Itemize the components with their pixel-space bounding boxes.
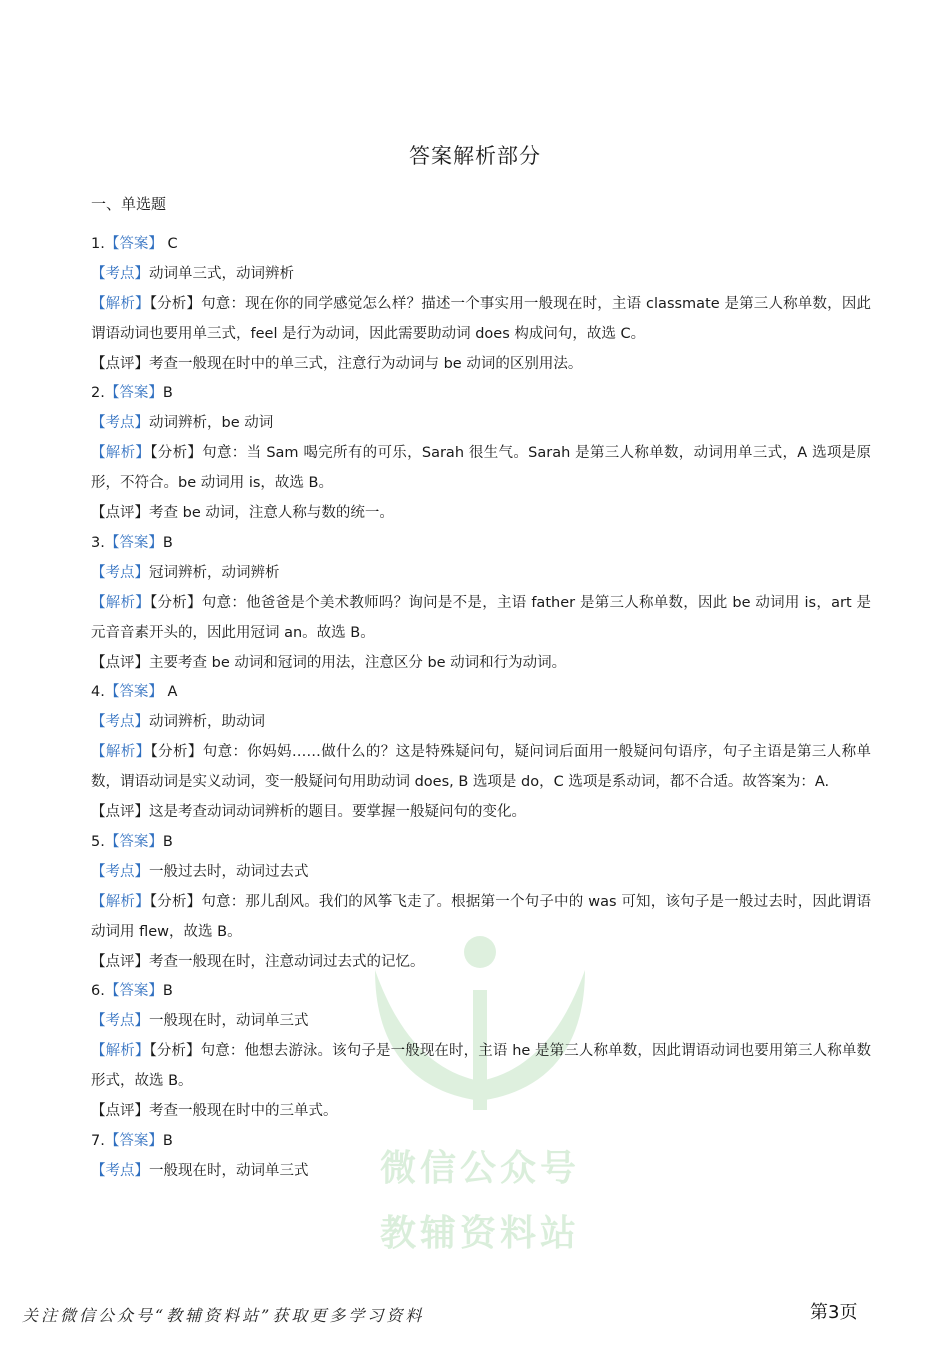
kaodian-tag: 【考点】: [91, 415, 149, 432]
kaodian-tag: 【考点】: [91, 714, 149, 731]
kaodian-line-3: 【考点】冠词辨析，动词辨析: [91, 564, 280, 581]
answer-line-6: 6.【答案】B: [91, 983, 173, 1000]
watermark-text-2: 教辅资料站: [379, 1213, 580, 1254]
kaodian-tag: 【考点】: [91, 1013, 149, 1030]
kaodian-tag: 【考点】: [91, 265, 149, 282]
answer-value: A: [162, 684, 178, 701]
answer-line-4: 4.【答案】 A: [91, 684, 178, 701]
jiexi-tag: 【解析】: [91, 893, 150, 910]
answer-value: B: [162, 833, 173, 850]
section-heading: 一、单选题: [91, 195, 167, 213]
answer-tag: 【答案】: [104, 684, 163, 701]
answer-line-3: 3.【答案】B: [91, 534, 173, 551]
dianping-line-4: 【点评】这是考查动词动词辨析的题目。要掌握一般疑问句的变化。: [91, 804, 526, 821]
jiexi-para-5: 【解析】【分析】句意：那儿刮风。我们的风筝飞走了。根据第一个句子中的 was 可知，该句子是一般过去时，因此谓语动词用 flew，故选 B。: [91, 893, 872, 940]
kaodian-tag: 【考点】: [91, 564, 149, 581]
answer-line-7: 7.【答案】B: [91, 1132, 173, 1149]
jiexi-tag: 【解析】: [91, 295, 150, 312]
answer-tag: 【答案】: [104, 833, 163, 850]
answer-line-5: 5.【答案】B: [91, 833, 173, 850]
answer-value: B: [162, 983, 173, 1000]
answer-line-2: 2.【答案】B: [91, 385, 173, 402]
dianping-line-5: 【点评】考查一般现在时，注意动词过去式的记忆。: [91, 953, 425, 970]
page-number: 第3页: [810, 1302, 858, 1323]
dianping-line-1: 【点评】考查一般现在时中的单三式，注意行为动词与 be 动词的区别用法。: [91, 355, 583, 372]
answer-list: [91, 230, 871, 1187]
jiexi-para-6: 【解析】【分析】句意：他想去游泳。该句子是一般现在时，主语 he 是第三人称单数，因此谓语动词也要用第三人称单数形式，故选 B。: [91, 1043, 872, 1090]
dianping-line-3: 【点评】主要考查 be 动词和冠词的用法，注意区分 be 动词和行为动词。: [91, 654, 567, 671]
answer-tag: 【答案】: [104, 236, 163, 252]
answer-tag: 【答案】: [104, 534, 163, 551]
watermark-text-1: 微信公众号: [379, 1148, 580, 1189]
answer-value: B: [162, 385, 173, 402]
kaodian-line-6: 【考点】一般现在时，动词单三式: [91, 1013, 309, 1030]
answer-value: C: [162, 236, 178, 252]
jiexi-tag: 【解析】: [91, 594, 151, 611]
kaodian-line-1: 【考点】动词单三式，动词辨析: [91, 265, 294, 282]
jiexi-tag: 【解析】: [91, 744, 151, 761]
dianping-line-6: 【点评】考查一般现在时中的三单式。: [91, 1103, 338, 1120]
page-title: 答案解析部分: [409, 144, 541, 168]
kaodian-line-2: 【考点】动词辨析，be 动词: [91, 415, 274, 432]
jiexi-para-1: 【解析】【分析】句意：现在你的同学感觉怎么样？描述一个事实用一般现在时，主语 classmate 是第三人称单数，因此谓语动词也要用单三式，feel 是行为动词，因此需要助动词 does 构成问句，故选 C。: [91, 295, 871, 342]
kaodian-line-4: 【考点】动词辨析，助动词: [91, 714, 265, 731]
jiexi-para-2: 【解析】【分析】句意：当 Sam 喝完所有的可乐，Sarah 很生气。Sarah 是第三人称单数，动词用单三式，A 选项是原形，不符合。be 动词用 is，故选 B。: [91, 445, 871, 492]
jiexi-tag: 【解析】: [91, 1043, 150, 1060]
jiexi-tag: 【解析】: [91, 445, 151, 462]
kaodian-tag: 【考点】: [91, 1162, 149, 1179]
footer-promo-text: 关注微信公众号“教辅资料站”获取更多学习资料: [22, 1306, 425, 1325]
kaodian-line-7: 【考点】一般现在时，动词单三式: [91, 1162, 309, 1179]
dianping-line-2: 【点评】考查 be 动词，注意人称与数的统一。: [91, 505, 394, 522]
jiexi-para-3: 【解析】【分析】句意：他爸爸是个美术教师吗？询问是不是，主语 father 是第三人称单数，因此 be 动词用 is，art 是元音音素开头的，因此用冠词 an。故选 B。: [91, 594, 872, 641]
answer-tag: 【答案】: [104, 385, 163, 402]
answer-tag: 【答案】: [104, 1132, 163, 1149]
kaodian-tag: 【考点】: [91, 863, 149, 880]
answer-value: B: [162, 1132, 173, 1149]
jiexi-para-4: 【解析】【分析】句意：你妈妈……做什么的？这是特殊疑问句，疑问词后面用一般疑问句语序，句子主语是第三人称单数，谓语动词是实义动词，变一般疑问句用助动词 does, B 选项是 do，C 选项是系动词，都不合适。故答案为：A.: [91, 744, 872, 791]
answer-tag: 【答案】: [104, 983, 163, 1000]
answer-line-1: 1.【答案】 C: [91, 236, 178, 252]
answer-value: B: [162, 534, 173, 551]
kaodian-line-5: 【考点】一般过去时，动词过去式: [91, 863, 309, 880]
